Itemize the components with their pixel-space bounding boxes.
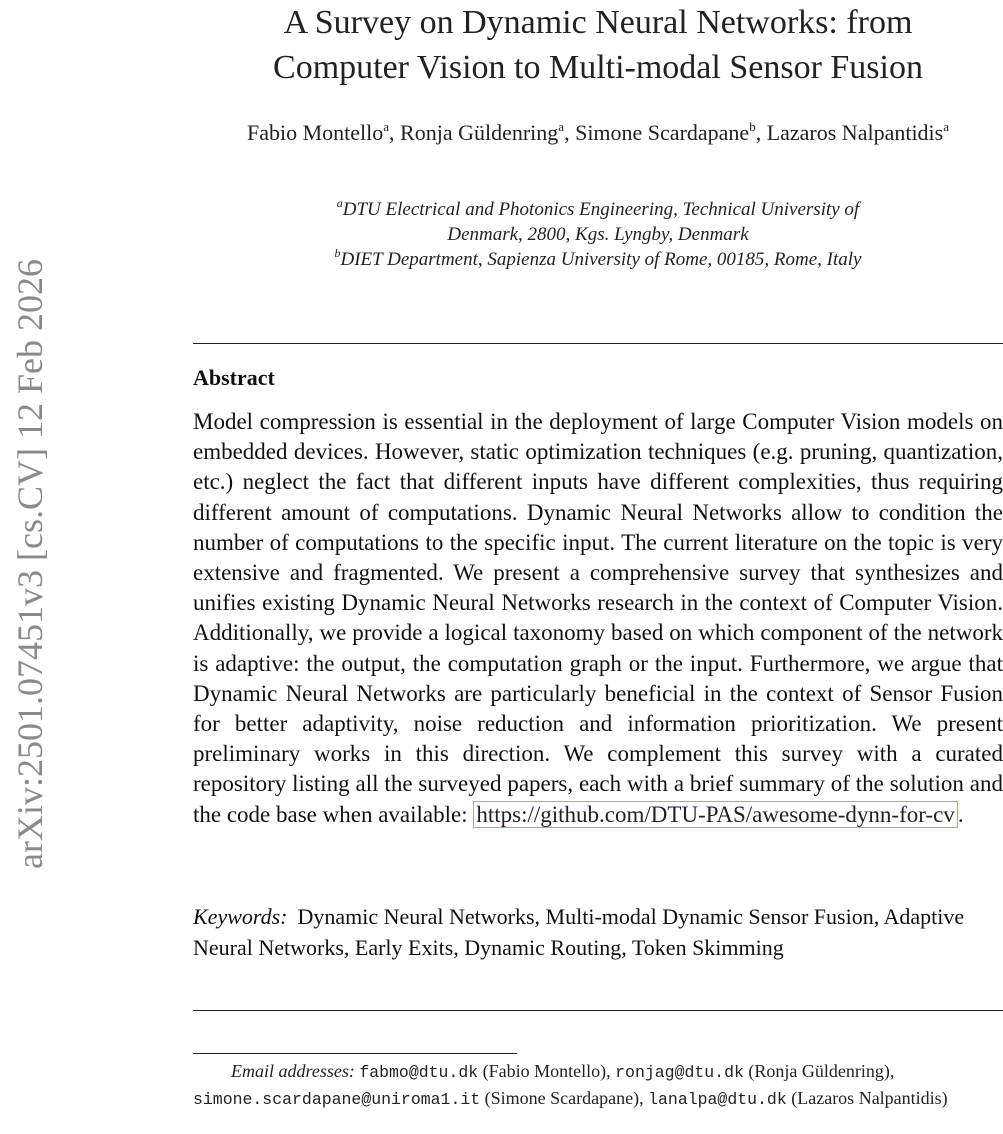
abstract-end: .	[957, 801, 964, 827]
affiliation-a-cont: Denmark, 2800, Kgs. Lyngby, Denmark	[447, 224, 749, 245]
arxiv-identifier	[10, 200, 50, 928]
keywords-list: Dynamic Neural Networks, Multi-modal Dynamic Sensor Fusion, Adaptive Neural Networks, Early Exits, Dynamic Routing, Token Skimming	[193, 904, 965, 960]
affiliation-mark: b	[334, 246, 341, 260]
affiliation-a-line1: DTU Electrical and Photonics Engineering, Technical University of	[342, 199, 860, 220]
abstract-heading: Abstract	[193, 365, 275, 390]
affiliations	[193, 197, 1003, 272]
email-owner: (Simone Scardapane)	[484, 1087, 640, 1108]
affiliation-mark: a	[383, 119, 390, 134]
author-name: Lazaros Nalpantidis	[766, 120, 944, 145]
abstract-body	[193, 407, 1003, 830]
title-line-1: A Survey on Dynamic Neural Networks: from	[283, 4, 913, 41]
keywords-label: Keywords:	[193, 904, 288, 929]
title-line-2: Computer Vision to Multi-modal Sensor Fusion	[273, 49, 923, 86]
affiliation-mark: a	[558, 119, 565, 134]
email-link[interactable]: lanalpa@dtu.dk	[648, 1089, 787, 1109]
affiliation-a	[193, 197, 1003, 222]
affiliation-mark: a	[943, 119, 950, 134]
abstract-bottom-rule	[193, 1010, 1003, 1011]
author-list: Fabio Montello$^a$, Ronja Güldenring$^a$, Simone Scardapane$^b$, Lazaros Nalpantidis$^a$	[246, 119, 950, 145]
abstract-top-rule	[193, 343, 1003, 344]
keywords-section	[193, 902, 993, 963]
affiliation-mark: a	[336, 196, 343, 210]
author-name: Ronja Güldenring	[400, 120, 559, 145]
footnote-label: Email addresses:	[231, 1061, 355, 1081]
affiliation-b-text: DIET Department, Sapienza University of Rome, 00185, Rome, Italy	[340, 249, 862, 270]
affiliation-b	[193, 247, 1003, 272]
paper-title	[193, 0, 1003, 90]
footnote-rule	[193, 1053, 517, 1054]
email-owner: (Lazaros Nalpantidis)	[791, 1087, 948, 1108]
affiliation-mark: b	[749, 119, 756, 134]
author-name: Fabio Montello	[246, 120, 384, 145]
email-owner: (Fabio Montello)	[482, 1061, 607, 1081]
email-link[interactable]: simone.scardapane@uniroma1.it	[193, 1089, 481, 1109]
arxiv-identifier-text: arXiv:2501.07451v3 [cs.CV] 12 Feb 2026	[10, 259, 50, 869]
email-link[interactable]: fabmo@dtu.dk	[359, 1063, 479, 1082]
abstract-text: Model compression is essential in the deployment of large Computer Vision models on embedded devices. However, static optimization techniques (e.g. pruning, quantization, etc.) neglect the fact that different inputs have different complexities, thus requiring different amount of computations. Dynamic Neural Networks allow to condition the number of computations to the specific input. The current literature on the topic is very extensive and fragmented. We present a comprehensive survey that synthesizes and unifies existing Dynamic Neural Networks research in the context of Computer Vision. Additionally, we provide a logical taxonomy based on which component of the network is adaptive: the output, the computation graph or the input. Furthermore, we argue that Dynamic Neural Networks are particularly beneficial in the context of Sensor Fusion for better adaptivity, noise reduction and information prioritization. We present preliminary works in this direction. We complement this survey with a curated repository listing all the surveyed papers, each with a brief summary of the solution and the code base when available:	[193, 409, 1003, 827]
email-link[interactable]: ronjag@dtu.dk	[615, 1063, 744, 1082]
email-owner: (Ronja Güldenring)	[748, 1061, 890, 1081]
author-name: Simone Scardapane	[575, 120, 750, 145]
email-footnote: Email addresses: fabmo@dtu.dk (Fabio Montello), ronjag@dtu.dk (Ronja Güldenring), simone.scardapane@uniroma1.it (Simone Scardapane), lanalpa@dtu.dk (Lazaros Nalpantidis)	[193, 1061, 948, 1109]
repository-link[interactable]: https://github.com/DTU-PAS/awesome-dynn-for-cv	[473, 801, 957, 828]
